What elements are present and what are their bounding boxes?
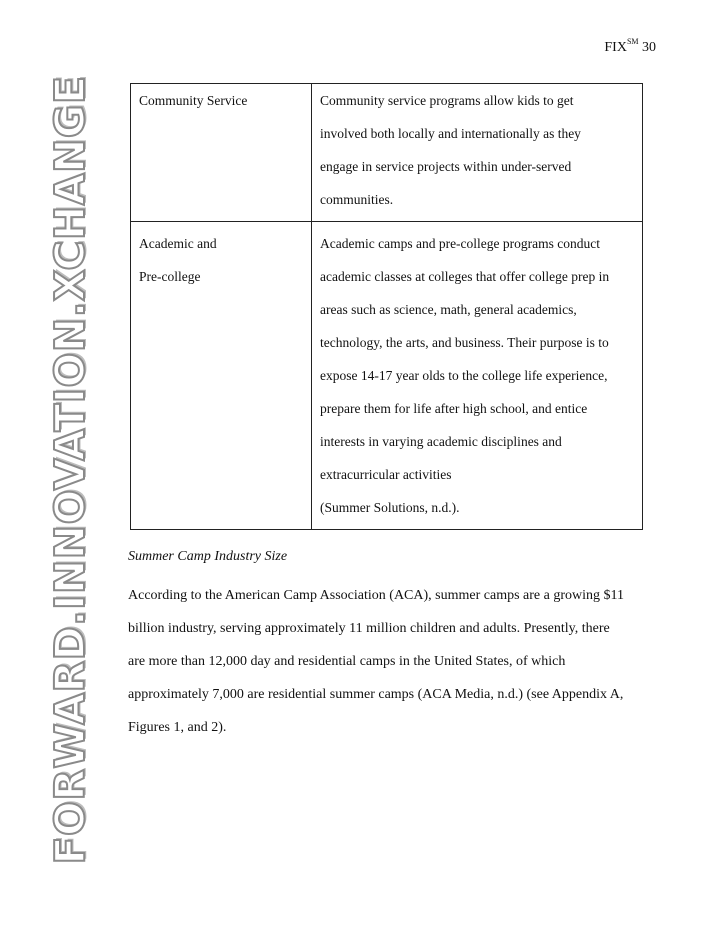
page-header xyxy=(604,37,656,56)
cell-line: interests in varying academic disciplines and xyxy=(320,434,562,449)
cell-line: Academic and xyxy=(139,236,217,251)
table-cell-description xyxy=(312,222,643,530)
header-superscript: SM xyxy=(626,37,639,46)
table-row xyxy=(131,84,643,222)
table-row xyxy=(131,222,643,530)
section-heading: Summer Camp Industry Size xyxy=(128,549,288,564)
cell-line: Community service programs allow kids to get xyxy=(320,93,574,108)
body-line: billion industry, serving approximately 11 million children and adults. Presently, there xyxy=(128,621,610,636)
watermark-text: FORWARD.INNOVATION.XCHANGE xyxy=(46,75,94,865)
table-cell-description xyxy=(312,84,643,222)
cell-line: prepare them for life after high school, and entice xyxy=(320,401,588,416)
body-line: are more than 12,000 day and residential camps in the United States, of which xyxy=(128,654,566,669)
cell-line: (Summer Solutions, n.d.). xyxy=(320,500,460,515)
cell-line: engage in service projects within under-served xyxy=(320,159,572,174)
sidebar-watermark xyxy=(0,0,100,942)
body-line: According to the American Camp Association (ACA), summer camps are a growing $11 xyxy=(128,588,624,603)
section-body xyxy=(128,579,648,744)
industry-size-section xyxy=(128,545,648,744)
camp-types-table xyxy=(130,83,643,530)
table-cell-label xyxy=(131,84,312,222)
cell-line: Academic camps and pre-college programs conduct xyxy=(320,236,601,251)
header-prefix: FIX xyxy=(604,40,627,55)
body-line: Figures 1, and 2). xyxy=(128,720,227,735)
cell-line: Pre-college xyxy=(139,269,201,284)
cell-line: areas such as science, math, general academics, xyxy=(320,302,577,317)
cell-line: expose 14-17 year olds to the college life experience, xyxy=(320,368,608,383)
cell-line: extracurricular activities xyxy=(320,467,452,482)
page-number: 30 xyxy=(642,40,656,55)
cell-line: Community Service xyxy=(139,93,248,108)
cell-line: communities. xyxy=(320,192,394,207)
cell-line: involved both locally and internationally as they xyxy=(320,126,581,141)
table-cell-label xyxy=(131,222,312,530)
body-line: approximately 7,000 are residential summer camps (ACA Media, n.d.) (see Appendix A, xyxy=(128,687,624,702)
cell-line: technology, the arts, and business. Their purpose is to xyxy=(320,335,609,350)
cell-line: academic classes at colleges that offer college prep in xyxy=(320,269,610,284)
